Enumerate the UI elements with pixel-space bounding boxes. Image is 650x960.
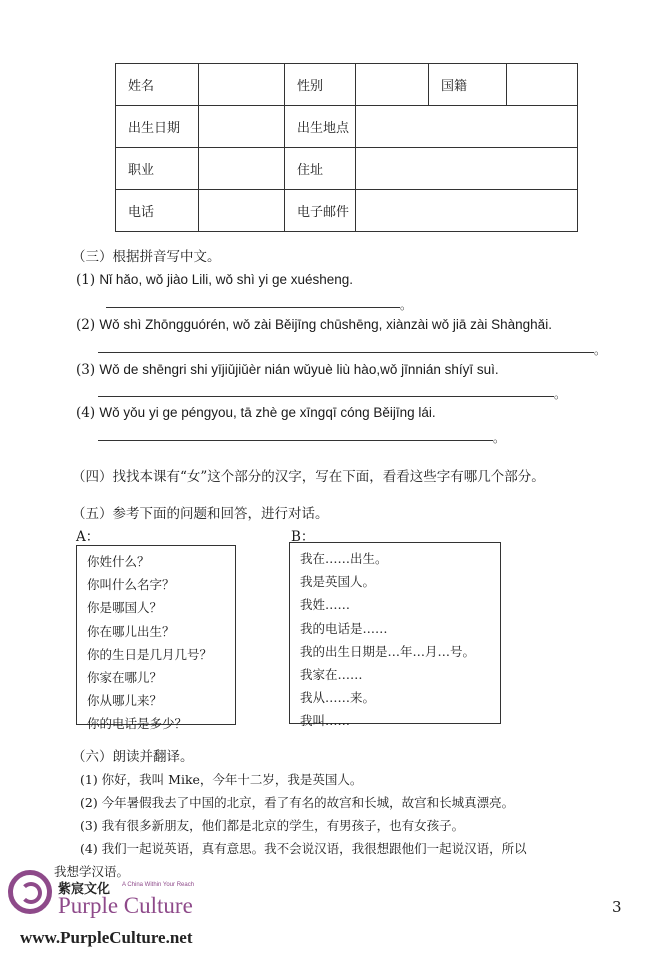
gender-label: 性别 bbox=[285, 64, 356, 106]
blank-period: 。 bbox=[554, 387, 567, 401]
section6-item-4-continued: 我想学汉语。 bbox=[54, 864, 130, 879]
nationality-value-cell[interactable] bbox=[507, 64, 578, 106]
table-row bbox=[116, 148, 578, 190]
section3-item-3 bbox=[76, 362, 499, 378]
birthdate-value-cell[interactable] bbox=[199, 106, 285, 148]
section6-heading: （六）朗读并翻译。 bbox=[72, 749, 194, 765]
registration-form-table bbox=[115, 63, 578, 232]
list-item: 我是英国人。 bbox=[300, 574, 376, 590]
email-value-cell[interactable] bbox=[356, 190, 578, 232]
section3-heading: （三）根据拼音写中文。 bbox=[72, 249, 221, 265]
nationality-label: 国籍 bbox=[429, 64, 507, 106]
section4-heading: （四）找找本课有“女”这个部分的汉字，写在下面，看看这些字有哪几个部分。 bbox=[72, 469, 545, 485]
birthplace-label: 出生地点 bbox=[285, 106, 356, 148]
blank-period: 。 bbox=[400, 298, 413, 312]
birthplace-value-cell[interactable] bbox=[356, 106, 578, 148]
item-number: (2) bbox=[76, 317, 96, 333]
blank-period: 。 bbox=[493, 431, 506, 445]
list-item: 我家在…… bbox=[300, 666, 363, 682]
pinyin-text: Wǒ de shēngri shi yījiǔjiǔèr nián wǔyuè liù hào,wǒ jīnnián shíyī suì. bbox=[99, 362, 499, 377]
section6-item-3: (3) 我有很多新朋友，他们都是北京的学生，有男孩子，也有女孩子。 bbox=[80, 818, 465, 833]
watermark-brand: Purple Culture bbox=[58, 893, 193, 918]
page-number: 3 bbox=[612, 898, 622, 916]
speaker-b-label: B： bbox=[291, 529, 315, 545]
answer-box bbox=[289, 542, 501, 729]
phone-label: 电话 bbox=[116, 190, 199, 232]
watermark-url[interactable]: www.PurpleCulture.net bbox=[20, 928, 193, 947]
table-row bbox=[116, 106, 578, 148]
list-item: 你的生日是几月几号？ bbox=[87, 646, 213, 662]
list-item: 我在……出生。 bbox=[300, 551, 388, 566]
occupation-value-cell[interactable] bbox=[199, 148, 285, 190]
blank-period: 。 bbox=[594, 343, 607, 357]
list-item: 你叫什么名字？ bbox=[87, 577, 175, 593]
birthdate-label: 出生日期 bbox=[116, 106, 199, 148]
section3-item-4 bbox=[76, 405, 436, 421]
list-item: 我从……来。 bbox=[300, 690, 376, 706]
logo-swirl-icon bbox=[20, 882, 42, 904]
answer-blank-2[interactable] bbox=[98, 352, 594, 353]
answer-blank-4[interactable] bbox=[98, 440, 493, 441]
list-item: 你是哪国人？ bbox=[87, 600, 163, 616]
pinyin-text: Wǒ yǒu yi ge péngyou, tā zhè ge xīngqī cóng Běijīng lái. bbox=[99, 405, 436, 420]
section6-item-4: (4) 我们一起说英语，真有意思。我不会说汉语，我很想跟他们一起说汉语，所以 bbox=[80, 841, 527, 856]
address-value-cell[interactable] bbox=[356, 148, 578, 190]
item-number: (4) bbox=[76, 405, 96, 421]
table-row bbox=[116, 64, 578, 106]
name-label: 姓名 bbox=[116, 64, 199, 106]
section6-item-1: (1) 你好，我叫 Mike，今年十二岁，我是英国人。 bbox=[80, 772, 363, 787]
answer-blank-1[interactable] bbox=[106, 307, 400, 308]
occupation-label: 职业 bbox=[116, 148, 199, 190]
section6-item-2: (2) 今年暑假我去了中国的北京，看了有名的故宫和长城，故宫和长城真漂亮。 bbox=[80, 795, 515, 810]
list-item: 你的电话是多少？ bbox=[87, 716, 188, 732]
watermark-chinese: 紫宸文化 bbox=[58, 882, 111, 897]
table-row bbox=[116, 190, 578, 232]
pinyin-text: Nǐ hǎo, wǒ jiào Lili, wǒ shì yi ge xuésheng. bbox=[99, 272, 354, 287]
email-label: 电子邮件 bbox=[285, 190, 356, 232]
list-item: 你从哪儿来？ bbox=[87, 693, 163, 709]
answer-blank-3[interactable] bbox=[98, 396, 554, 397]
list-item: 你在哪儿出生？ bbox=[87, 623, 175, 639]
pinyin-text: Wǒ shì Zhōngguórén, wǒ zài Běijīng chūshēng, xiànzài wǒ jiā zài Shànghǎi. bbox=[99, 317, 552, 332]
item-number: (1) bbox=[76, 272, 96, 288]
phone-value-cell[interactable] bbox=[199, 190, 285, 232]
address-label: 住址 bbox=[285, 148, 356, 190]
section5-heading: （五）参考下面的问题和回答，进行对话。 bbox=[72, 506, 329, 522]
speaker-a-label: A： bbox=[76, 529, 100, 545]
watermark-tagline: A China Within Your Reach bbox=[122, 882, 195, 888]
question-box bbox=[76, 545, 236, 732]
list-item: 我的电话是…… bbox=[300, 620, 388, 636]
name-value-cell[interactable] bbox=[199, 64, 285, 106]
section3-item-1 bbox=[76, 272, 353, 288]
list-item: 你姓什么？ bbox=[87, 554, 150, 569]
list-item: 我叫…… bbox=[300, 713, 351, 729]
list-item: 你家在哪儿？ bbox=[87, 669, 163, 685]
gender-value-cell[interactable] bbox=[356, 64, 429, 106]
item-number: (3) bbox=[76, 362, 96, 378]
list-item: 我姓…… bbox=[300, 597, 351, 613]
section3-item-2 bbox=[76, 317, 552, 333]
list-item: 我的出生日期是…年…月…号。 bbox=[300, 643, 476, 659]
